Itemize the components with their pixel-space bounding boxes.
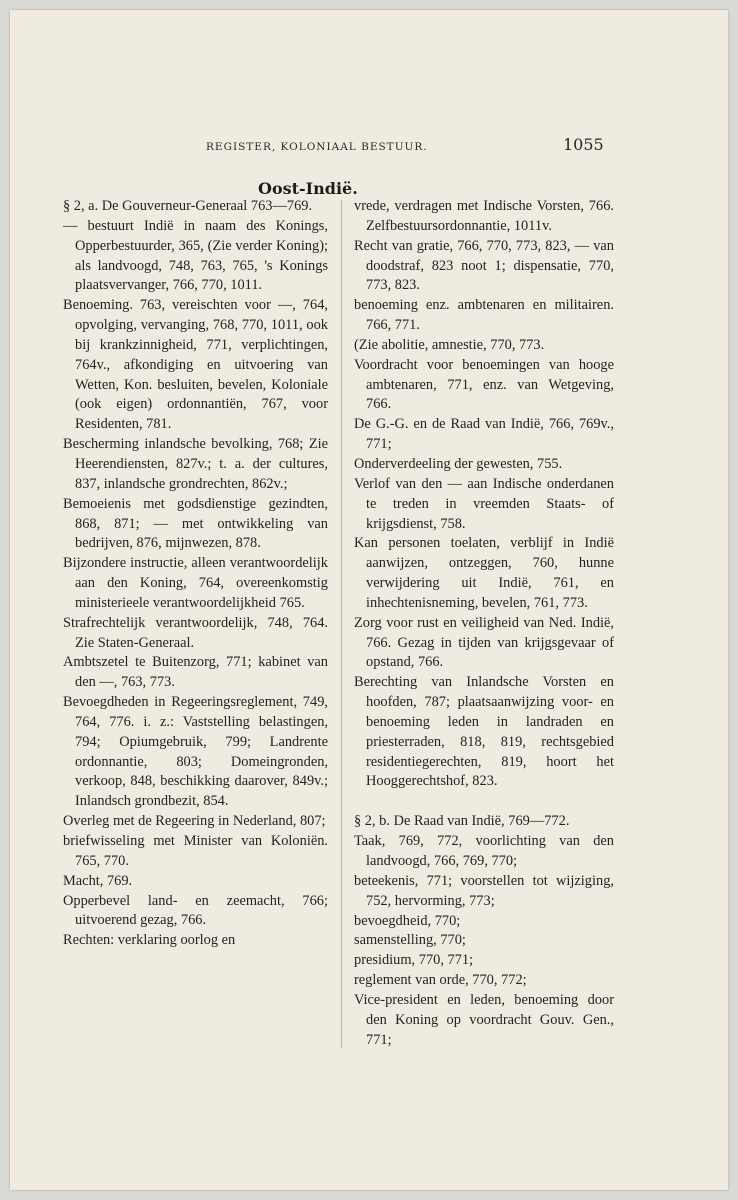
index-entry: Onderverdeeling der gewesten, 755.: [354, 455, 563, 472]
index-entry: Bemoeienis met godsdienstige gezindten, 868, 871; — met ontwikkeling van bedrijven, 876, mijnwezen, 878.: [63, 495, 328, 552]
index-entry: Verlof van den — aan Indische onderdanen te treden in vreemden Staats- of krijgsdienst, 758.: [354, 475, 614, 532]
index-entry: Benoeming. 763, vereischten voor —, 764, opvolging, vervanging, 768, 770, 1011, ook bij krankzinnigheid, 771, verplichtingen, 764v., afkondiging en uitvoering van Wetten, Kon. besluiten, bevelen, Koloniale (ook eigen) ordonnantiën, 767, voor Residenten, 781.: [63, 297, 328, 433]
index-entry: samenstelling, 770;: [354, 932, 466, 949]
index-entry: Bescherming inlandsche bevolking, 768; Zie Heerendiensten, 827v.; t. a. der cultures, 837, inlandsche grondrechten, 862v.;: [63, 436, 328, 492]
index-entry: — bestuurt Indië in naam des Konings, Opperbestuurder, 365, (Zie verder Koning); als landvoogd, 748, 763, 765, 's Konings plaatsvervanger, 766, 770, 1011.: [63, 217, 328, 294]
index-entry: § 2, a. De Gouverneur-Generaal 763—769.: [63, 198, 313, 214]
index-entry: Voordracht voor benoemingen van hooge ambtenaren, 771, enz. van Wetgeving, 766.: [354, 356, 614, 413]
index-entry: benoeming enz. ambtenaren en militairen. 766, 771.: [354, 297, 614, 334]
index-entry: beteekenis, 771; voorstellen tot wijziging, 752, hervorming, 773;: [354, 872, 614, 909]
index-entry: Overleg met de Regeering in Nederland, 807;: [63, 813, 326, 830]
index-entry: Berechting van Inlandsche Vorsten en hoofden, 787; plaatsaanwijzing voor- en benoeming leden in landraden en priesterraden, 818, 819, rechtsgebied residentiegerechten, 819, hoort het Hooggerechtshof, 823.: [354, 674, 614, 790]
index-entry: Macht, 769.: [63, 872, 133, 889]
index-entry: Opperbevel land- en zeemacht, 766; uitvoerend gezag, 766.: [63, 892, 328, 929]
right-column: [354, 197, 614, 1050]
column-divider: [341, 200, 342, 1048]
index-entry: presidium, 770, 771;: [354, 952, 474, 969]
index-entry: (Zie abolitie, amnestie, 770, 773.: [354, 336, 545, 353]
index-entry: Recht van gratie, 766, 770, 773, 823, — van doodstraf, 823 noot 1; dispensatie, 770, 773, 823.: [354, 237, 614, 294]
index-entry: Vice-president en leden, benoeming door den Koning op voordracht Gouv. Gen., 771;: [354, 991, 614, 1048]
index-entry: De G.-G. en de Raad van Indië, 766, 769v., 771;: [354, 416, 614, 453]
page: [10, 10, 728, 1190]
index-entry: Rechten: verklaring oorlog en: [63, 932, 236, 949]
index-entry: Taak, 769, 772, voorlichting van den landvoogd, 766, 769, 770;: [354, 833, 614, 869]
index-entry: vrede, verdragen met Indische Vorsten, 766. Zelfbestuursordonnantie, 1011v.: [354, 198, 614, 234]
page-number: 1055: [563, 135, 604, 154]
index-entry: reglement van orde, 770, 772;: [354, 972, 527, 989]
index-entry: briefwisseling met Minister van Koloniën. 765, 770.: [63, 833, 328, 869]
left-column: [63, 197, 328, 951]
index-entry: Kan personen toelaten, verblijf in Indië aanwijzen, ontzeggen, 760, hunne verwijdering uit Indië, 761, en inhechtenisneming, bevelen, 761, 773.: [354, 535, 614, 611]
index-entry: § 2, b. De Raad van Indië, 769—772.: [354, 813, 570, 830]
index-entry: Bevoegdheden in Regeeringsreglement, 749, 764, 776. i. z.: Vaststelling belastingen, 794; Opiumgebruik, 799; Landrente ordonnantie, 803; Domeingronden, verkoop, 848, beschikking daarover, 849v.; Inlandsch grondbezit, 854.: [63, 694, 328, 810]
index-entry: Strafrechtelijk verantwoordelijk, 748, 764. Zie Staten-Generaal.: [63, 614, 328, 651]
index-entry: Bijzondere instructie, alleen verantwoordelijk aan den Koning, 764, overeenkomstig ministerieele verantwoordelijkheid 765.: [63, 555, 328, 611]
running-title: REGISTER, KOLONIAAL BESTUUR.: [206, 141, 428, 153]
index-entry: bevoegdheid, 770;: [354, 912, 461, 929]
index-entry: Ambtszetel te Buitenzorg, 771; kabinet van den —, 763, 773.: [63, 654, 328, 691]
index-entry: Zorg voor rust en veiligheid van Ned. Indië, 766. Gezag in tijden van krijgsgevaar of opstand, 766.: [354, 614, 614, 671]
section-title: Oost-Indië.: [258, 179, 358, 198]
